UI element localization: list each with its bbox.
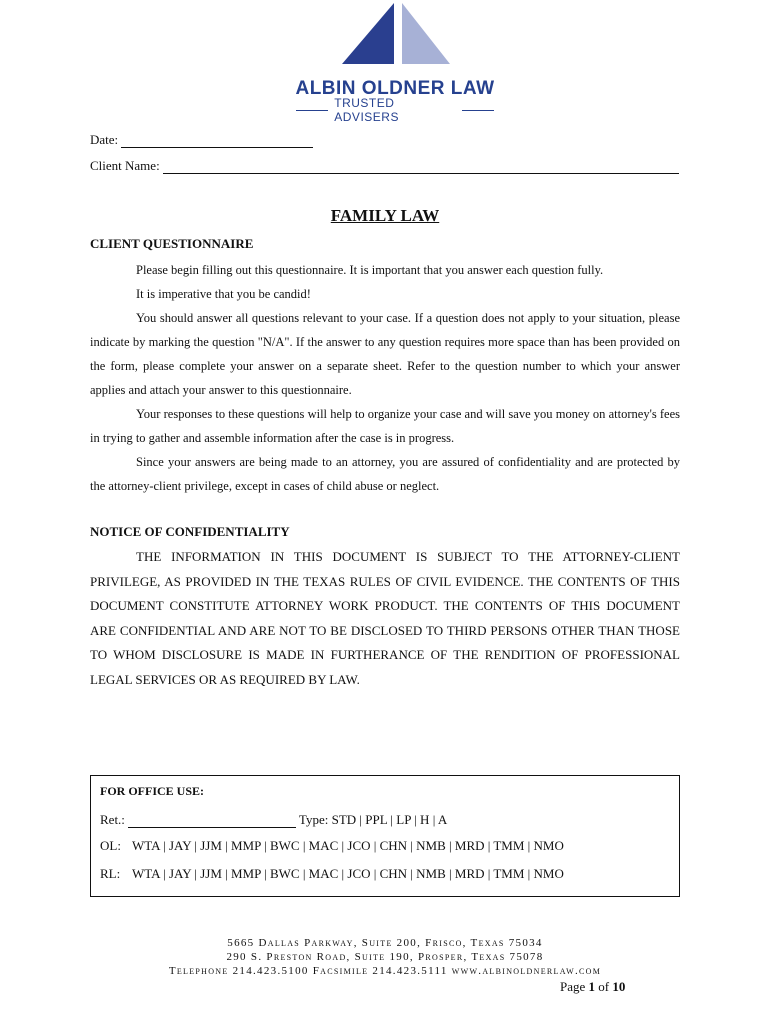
questionnaire-paragraph-3: You should answer all questions relevant to your case. If a question does not apply to your situation, please indicate by marking the question "N/A". If the answer to any question requires more space than has been provided on the form, please complete your answer on a separate sheet. Refer to the question number to which your answer applies and attach your answer to this questionnaire. [90, 311, 680, 397]
client-name-label: Client Name: [90, 158, 160, 173]
client-name-field[interactable] [90, 158, 679, 174]
rl-row [100, 866, 564, 882]
type-options: Type: STD | PPL | LP | H | A [298, 812, 448, 827]
office-use-heading: FOR OFFICE USE: [100, 784, 205, 798]
office-use-box [90, 775, 680, 897]
ret-label: Ret.: [100, 812, 125, 827]
date-label: Date: [90, 132, 119, 147]
questionnaire-paragraph-2: It is imperative that you be candid! [136, 287, 311, 301]
questionnaire-paragraph-4: Your responses to these questions will help to organize your case and will save you money on attorney's fees in trying to gather and assemble information after the case is in progress. [90, 407, 680, 445]
ol-row [100, 838, 564, 854]
questionnaire-heading: CLIENT QUESTIONNAIRE [90, 236, 254, 251]
ret-row [100, 812, 447, 828]
page-number: Page 1 of 10 [560, 979, 626, 994]
tagline-text: TRUSTED ADVISERS [334, 96, 399, 124]
notice-heading: NOTICE OF CONFIDENTIALITY [90, 524, 290, 539]
tagline-rule-right [462, 110, 494, 111]
questionnaire-paragraph-5: Since your answers are being made to an attorney, you are assured of confidentiality and are protected by the attorney-client privilege, except in cases of child abuse or neglect. [90, 455, 680, 493]
firm-tagline [290, 96, 500, 124]
ret-input-line[interactable] [128, 813, 296, 828]
client-name-input-line[interactable] [163, 159, 679, 174]
notice-text: THE INFORMATION IN THIS DOCUMENT IS SUBJECT TO THE ATTORNEY-CLIENT PRIVILEGE, AS PROVIDED IN THE TEXAS RULES OF CIVIL EVIDENCE. THE CONTENTS OF THIS DOCUMENT CONSTITUTE ATTORNEY WORK PRODUCT. THE CONTENTS OF THIS DOCUMENT ARE CONFIDENTIAL AND ARE NOT TO BE DISCLOSED TO THIRD PERSONS OTHER THAN THOSE TO WHOM DISCLOSURE IS MADE IN FURTHERANCE OF THE RENDITION OF PROFESSIONAL LEGAL SERVICES OR AS REQUIRED BY LAW. [90, 549, 680, 687]
date-field[interactable] [90, 132, 313, 148]
footer-address-1: 5665 Dallas Parkway, Suite 200, Frisco, Texas 75034 [227, 937, 543, 949]
ol-options: WTA | JAY | JJM | MMP | BWC | MAC | JCO | CHN | NMB | MRD | TMM | NMO [132, 838, 564, 853]
footer-address-2: 290 S. Preston Road, Suite 190, Prosper, Texas 75078 [226, 951, 544, 963]
ol-label: OL: [100, 838, 121, 853]
page-title: FAMILY LAW [330, 206, 440, 225]
footer-contact: Telephone 214.423.5100 Facsimile 214.423.5111 www.albinoldnerlaw.com [168, 965, 602, 977]
questionnaire-paragraph-1: Please begin filling out this questionnaire. It is important that you answer each question fully. [136, 263, 604, 277]
firm-name: ALBIN OLDNER LAW [295, 78, 495, 99]
tagline-rule-left [296, 110, 328, 111]
rl-options: WTA | JAY | JJM | MMP | BWC | MAC | JCO | CHN | NMB | MRD | TMM | NMO [132, 866, 564, 881]
rl-label: RL: [100, 866, 121, 881]
date-input-line[interactable] [121, 133, 313, 148]
